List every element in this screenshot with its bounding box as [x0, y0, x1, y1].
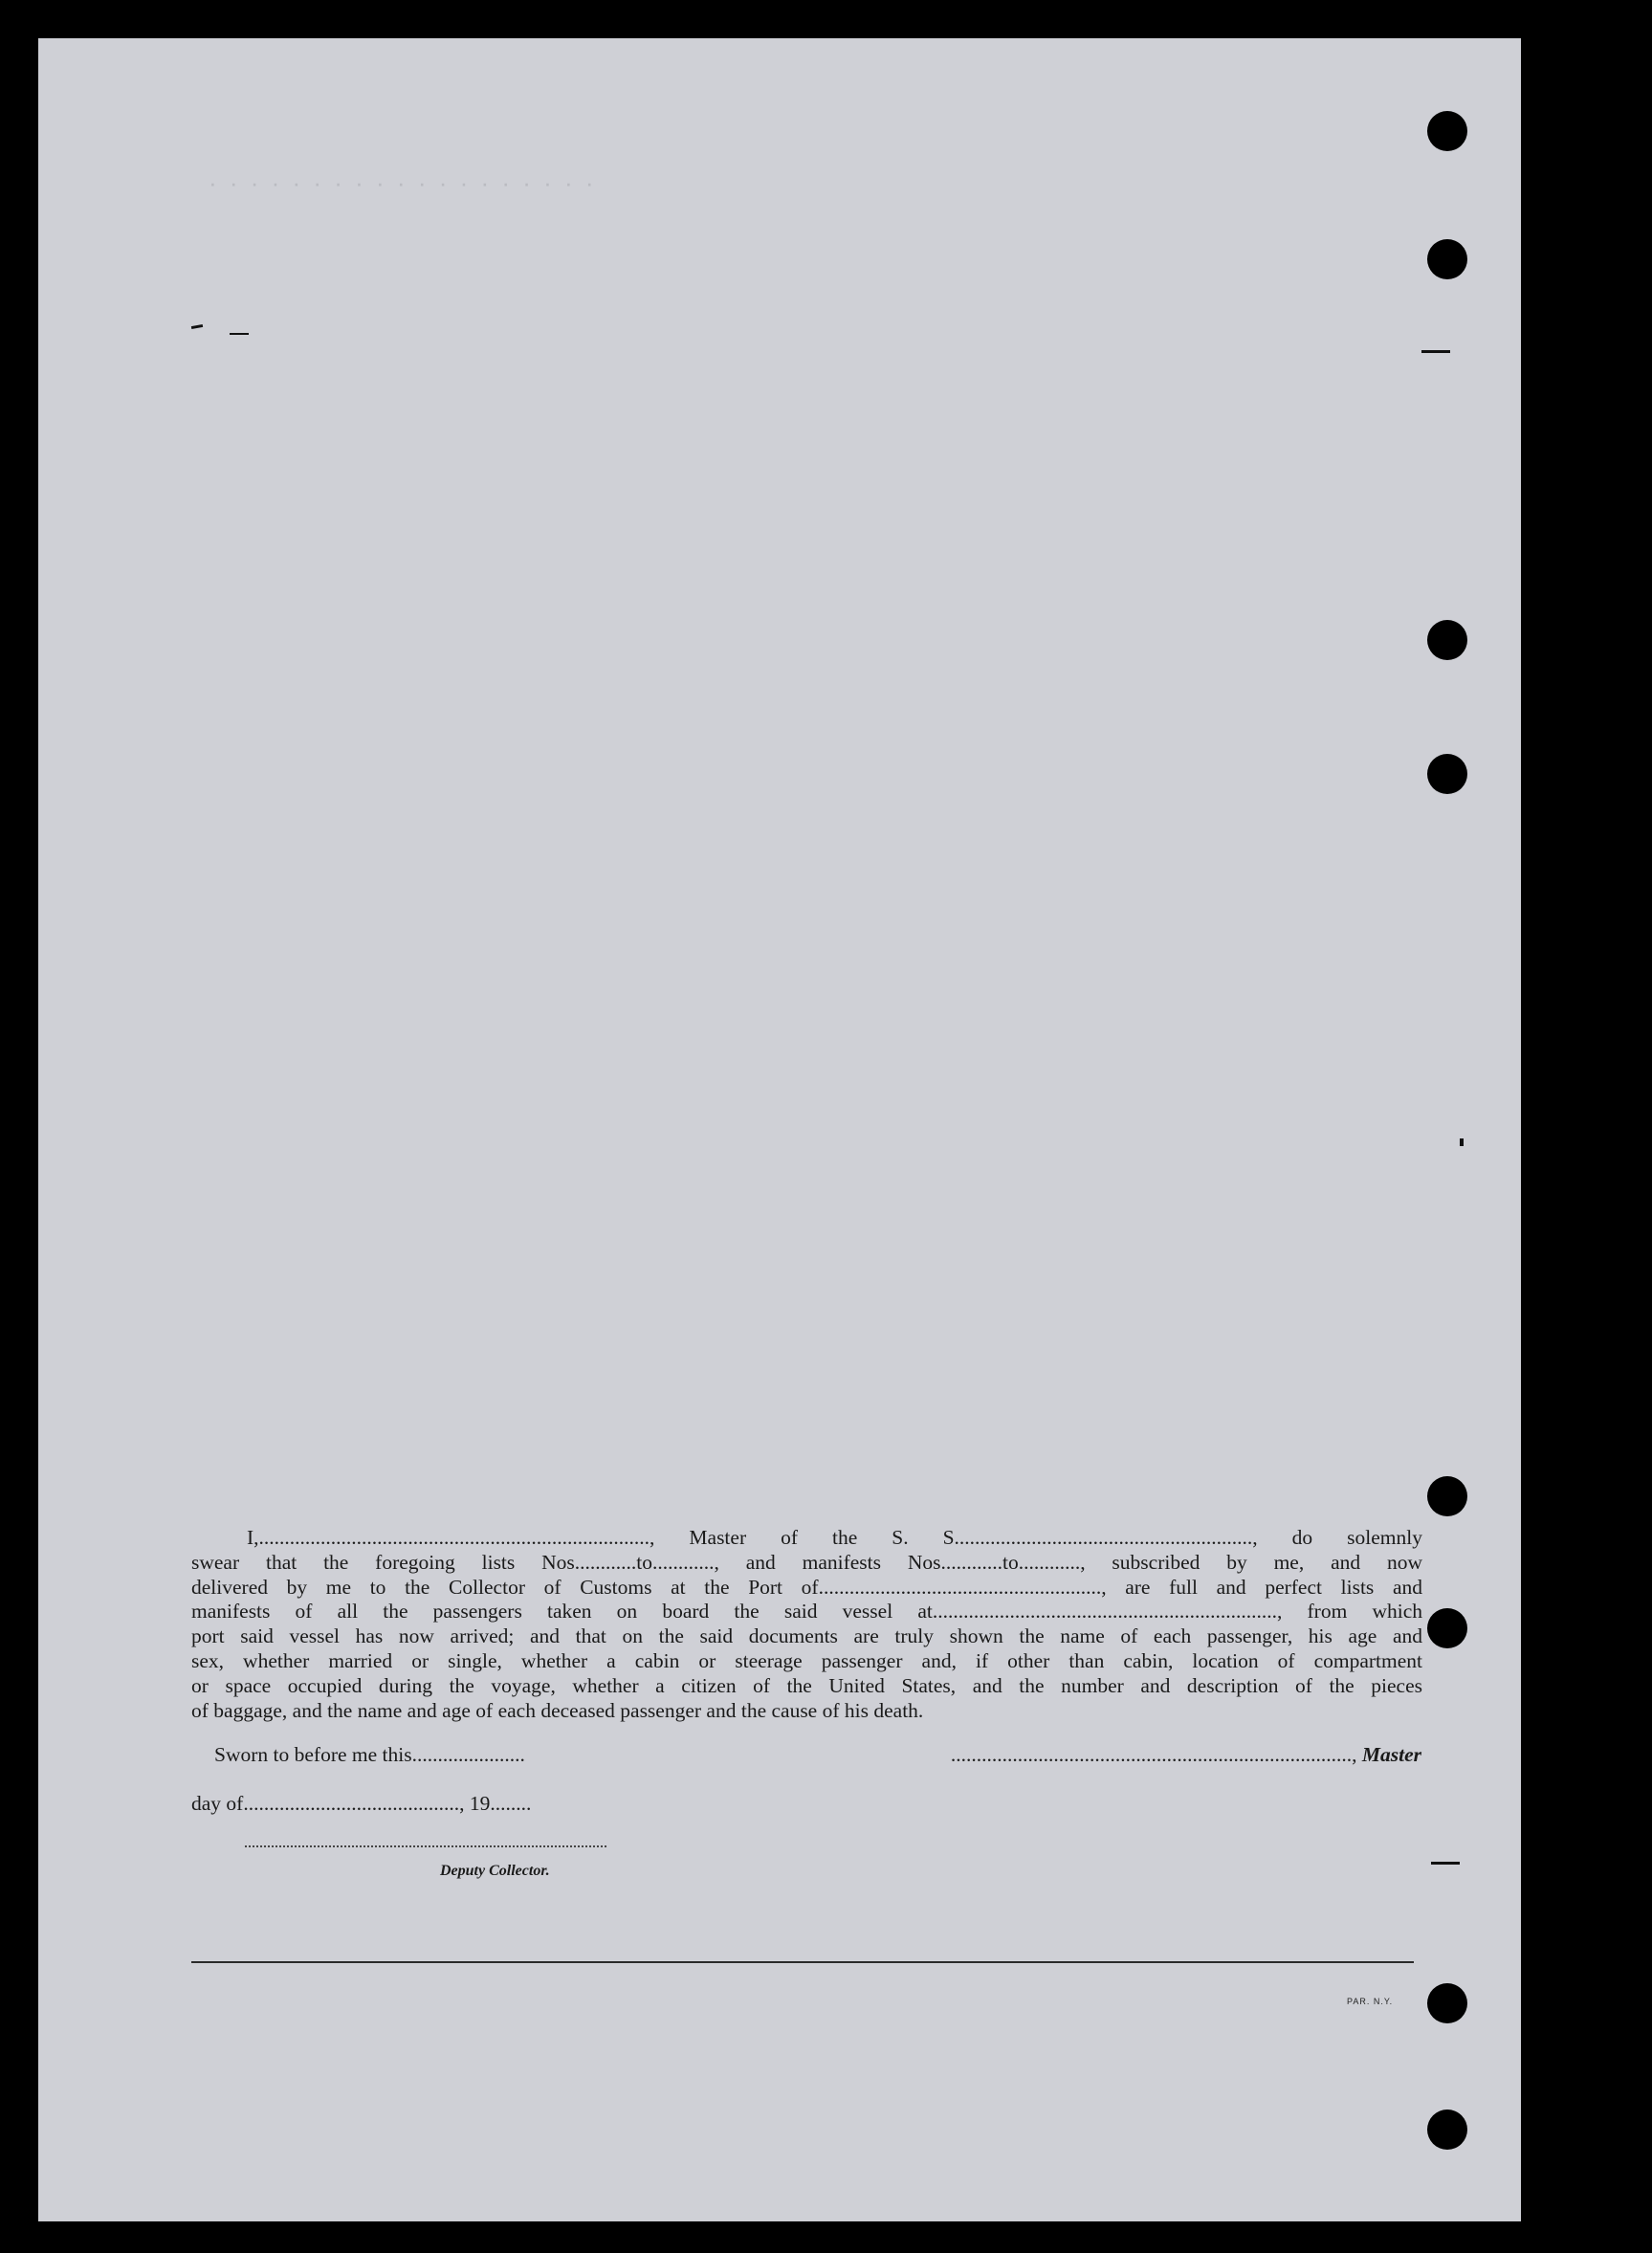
oath-line: or space occupied during the voyage, whether a citizen of the United States, and the number and description of the pieces [191, 1673, 1422, 1697]
horizontal-rule [191, 1961, 1414, 1963]
master-signature-line [916, 1743, 1421, 1767]
binding-hole [1427, 1983, 1467, 2023]
speck [1431, 1862, 1460, 1865]
speck [1421, 350, 1450, 353]
oath-line: swear that the foregoing lists Nos............to............, and manifests Nos............to............, subscribed by me, and now [191, 1550, 1422, 1574]
oath-line: sex, whether married or single, whether a cabin or steerage passenger and, if other than cabin, location of compartment [191, 1648, 1422, 1672]
speck [1460, 1138, 1464, 1146]
oath-line: port said vessel has now arrived; and that on the said documents are truly shown the name of each passenger, his age and [191, 1624, 1422, 1648]
binding-hole [1427, 111, 1467, 151]
oath-line: of baggage, and the name and age of each deceased passenger and the cause of his death. [191, 1698, 924, 1722]
binding-hole [1427, 1608, 1467, 1648]
master-label: Master [1361, 1743, 1421, 1766]
master-oath [191, 1526, 1422, 1723]
binding-hole [1427, 754, 1467, 794]
binding-hole [1427, 620, 1467, 660]
speck [230, 333, 249, 335]
bleed-through-text: · · · · · · · · · · · · · · · · · · · [209, 168, 597, 197]
binding-hole [1427, 2109, 1467, 2150]
printer-mark: PAR. N.Y. [1347, 1997, 1394, 2006]
binding-hole [1427, 1476, 1467, 1516]
binding-hole [1427, 239, 1467, 279]
manifest-page-back [38, 38, 1521, 2221]
oath-line: I,............................................................................, Master of the S. S.........................................................., do solemnly [247, 1526, 1422, 1549]
oath-line: delivered by me to the Collector of Customs at the Port of......................................................., are full and perfect lists and [191, 1575, 1422, 1599]
oath-line: manifests of all the passengers taken on board the said vessel at..................................................................., from which [191, 1600, 1422, 1623]
day-of-line: day of.........................................., 19........ [191, 1792, 532, 1815]
master-signature-dots: .............................................................................., [950, 1743, 1357, 1766]
deputy-signature-line [245, 1845, 606, 1847]
speck [191, 324, 203, 329]
sworn-before-line: Sworn to before me this...................... [214, 1743, 525, 1766]
deputy-collector-label: Deputy Collector. [440, 1863, 550, 1879]
